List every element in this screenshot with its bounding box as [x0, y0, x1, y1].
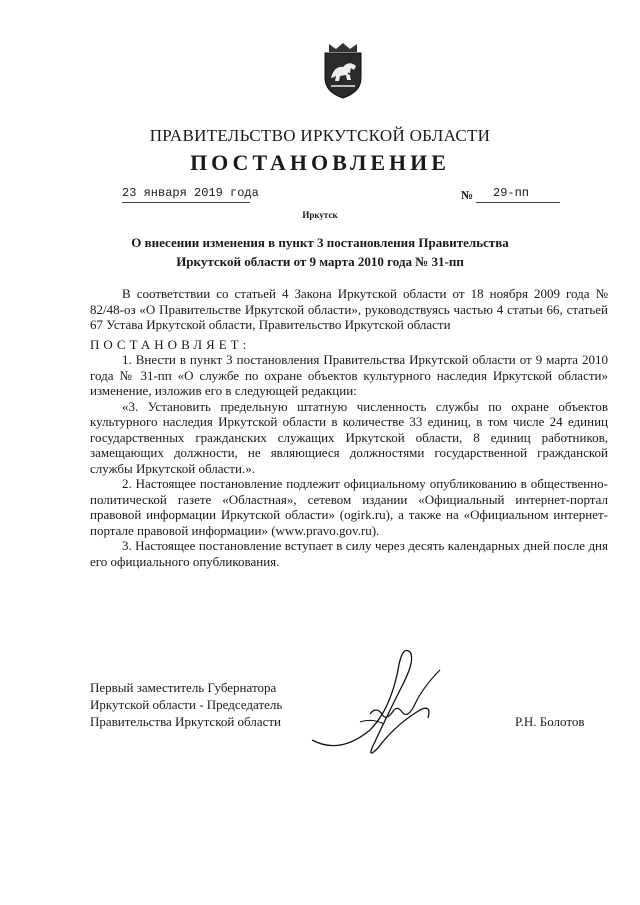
- signer-name: Р.Н. Болотов: [515, 714, 585, 729]
- preamble-paragraph: В соответствии со статьей 4 Закона Иркутской области от 18 ноября 2009 года № 82/48-оз «О Правительстве Иркутской области», руководствуясь частью 4 статьи 66, статьей 67 Устава Иркутской области, Правительство Иркутской области: [90, 286, 608, 332]
- title-line-2: Иркутской области от 9 марта 2010 года № 31-пп: [176, 254, 464, 269]
- number-sign: №: [461, 188, 474, 202]
- document-title: [60, 233, 580, 271]
- number-underline: [476, 202, 560, 203]
- document-type: ПОСТАНОВЛЕНИЕ: [190, 150, 450, 175]
- item-3-paragraph: 3. Настоящее постановление вступает в силу через десять календарных дней после дня его официального опубликования.: [90, 538, 608, 569]
- item-1-quote-paragraph: «3. Установить предельную штатную численность службы по охране объектов культурного наследия Иркутской области в количестве 33 единиц, в том числе 24 единиц государственных гражданских служащих Иркутской области, 8 единиц работников, замещающих должности, не являющиеся должностями государственной гражданской службы Иркутской области.».: [90, 398, 608, 476]
- city-name: Иркутск: [302, 210, 338, 220]
- item-1-paragraph: 1. Внести в пункт 3 постановления Правительства Иркутской области от 9 марта 2010 года № 31-пп «О службе по охране объектов культурного наследия Иркутской области» изменение, изложив его в следующей редакции:: [90, 352, 608, 398]
- document-number: 29-пп: [493, 186, 530, 200]
- title-line-1: О внесении изменения в пункт 3 постановления Правительства: [131, 235, 509, 250]
- signatory-line-3: Правительства Иркутской области: [90, 714, 282, 729]
- document-body: [90, 286, 608, 569]
- signatory-position: [90, 679, 282, 730]
- date-underline: [122, 202, 250, 203]
- signatory-line-1: Первый заместитель Губернатора: [90, 680, 277, 695]
- resolves-heading: ПОСТАНОВЛЯЕТ:: [90, 336, 251, 352]
- handwritten-signature: [300, 630, 450, 770]
- signatory-line-2: Иркутской области - Председатель: [90, 697, 283, 712]
- coat-of-arms-emblem: [321, 40, 365, 100]
- document-date: 23 января 2019 года: [122, 186, 259, 200]
- item-2-paragraph: 2. Настоящее постановление подлежит официальному опубликованию в общественно-политической газете «Областная», сетевом издании «Официальный интернет-портал правовой информации Иркутской области» (ogirk.ru), а также на «Официальном интернет-портале правовой информации» (www.pravo.gov.ru).: [90, 476, 608, 538]
- government-name: ПРАВИТЕЛЬСТВО ИРКУТСКОЙ ОБЛАСТИ: [149, 126, 491, 145]
